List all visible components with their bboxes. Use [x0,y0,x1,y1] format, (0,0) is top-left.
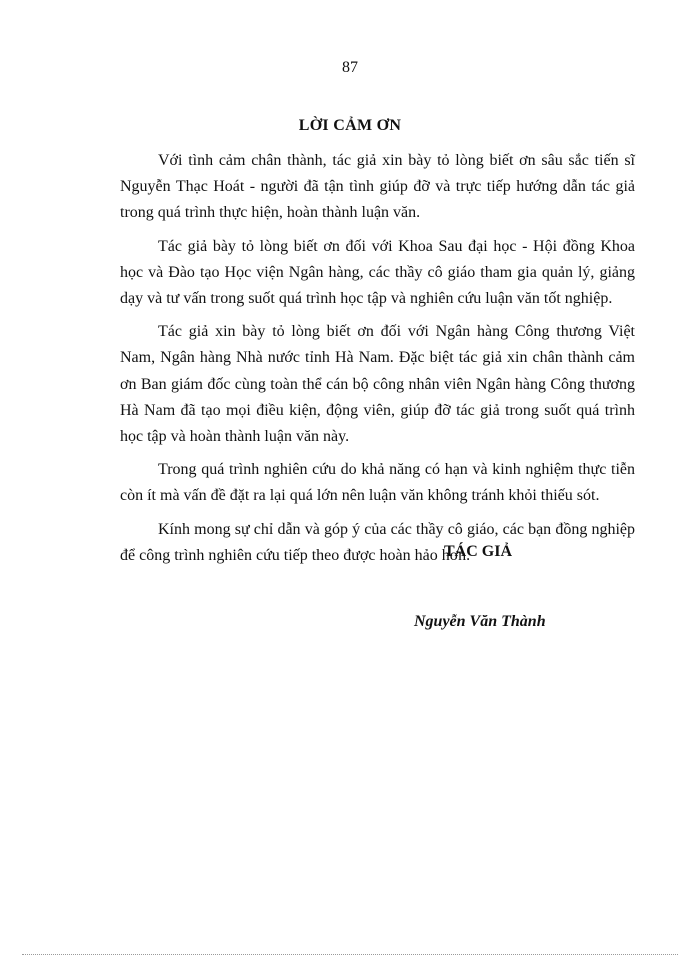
paragraph-1: Với tình cảm chân thành, tác giả xin bày tỏ lòng biết ơn sâu sắc tiến sĩ Nguyễn Thạc Hoát - người đã tận tình giúp đỡ và trực tiếp hướng dẫn tác giả trong quá trình thực hiện, hoàn thành luận văn. [120,152,635,222]
page-number: 87 [342,59,358,76]
signature-name: Nguyễn Văn Thành [414,613,546,630]
paragraph-5: Kính mong sự chỉ dẫn và góp ý của các thầy cô giáo, các bạn đồng nghiệp để công trình nghiên cứu tiếp theo được hoàn hảo hơn. [120,520,635,564]
paragraph-4: Trong quá trình nghiên cứu do khả năng có hạn và kinh nghiệm thực tiễn còn ít mà vấn đề đặt ra lại quá lớn nên luận văn không tránh khỏi thiếu sót. [120,461,635,505]
page-bottom-divider [22,954,678,955]
signature-role: TÁC GIẢ [444,543,513,560]
acknowledgement-body [120,148,635,576]
paragraph-2: Tác giả bày tỏ lòng biết ơn đối với Khoa Sau đại học - Hội đồng Khoa học và Đào tạo Học viện Ngân hàng, các thầy cô giáo tham gia quản lý, giảng dạy và tư vấn trong suốt quá trình học tập và nghiên cứu luận văn tốt nghiệp. [120,237,635,308]
paragraph-3: Tác giả xin bày tỏ lòng biết ơn đối với Ngân hàng Công thương Việt Nam, Ngân hàng Nhà nước tỉnh Hà Nam. Đặc biệt tác giả xin chân thành cảm ơn Ban giám đốc cùng toàn thể cán bộ công nhân viên Ngân hàng Công thương Hà Nam đã tạo mọi điều kiện, động viên, giúp đỡ tác giả trong suốt quá trình học tập và hoàn thành luận văn này. [120,323,635,446]
page-title: LỜI CẢM ƠN [298,117,402,134]
